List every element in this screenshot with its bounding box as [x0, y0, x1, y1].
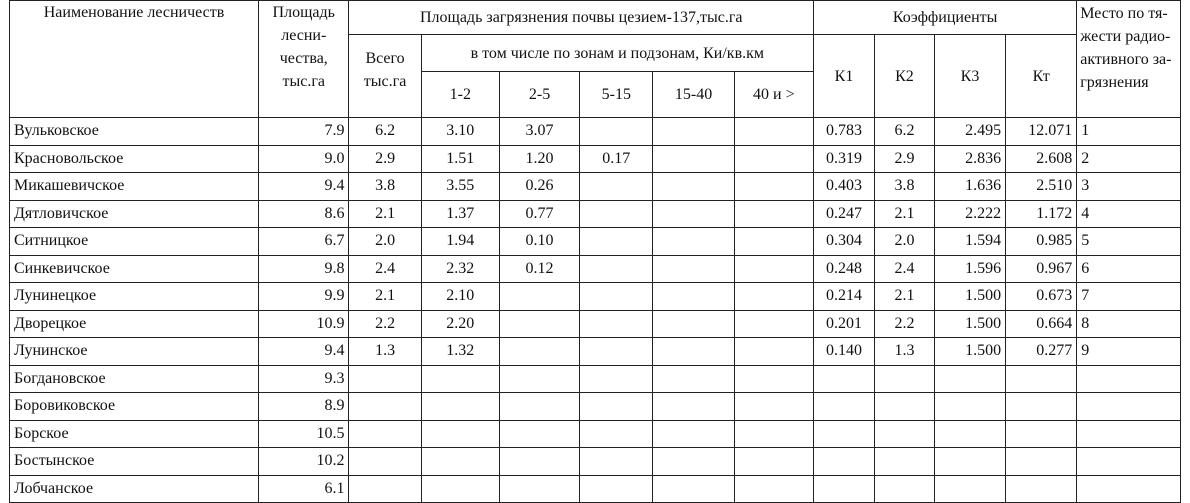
- table-row: [10, 228, 1181, 256]
- header-total-line: тыс.га: [363, 73, 407, 90]
- cell-k2: [874, 393, 934, 421]
- cell-k2: 1.3: [874, 338, 934, 366]
- header-k1: К1: [813, 35, 874, 118]
- cell-rank: 6: [1077, 255, 1181, 283]
- cell-k1: [813, 420, 874, 448]
- cell-zone-40-plus: [734, 173, 813, 201]
- cell-zone-40-plus: [734, 338, 813, 366]
- cell-k3: 2.495: [934, 118, 1005, 146]
- cell-rank: [1077, 420, 1181, 448]
- cell-name: Лунинецкое: [10, 283, 259, 311]
- cell-zone-2-5: [499, 420, 579, 448]
- header-zone-15-40: 15-40: [653, 72, 734, 118]
- cell-k2: [874, 420, 934, 448]
- header-rank: [1077, 1, 1181, 118]
- table-row: [10, 255, 1181, 283]
- cell-area: 6.7: [259, 228, 349, 256]
- cell-total: 2.9: [349, 145, 421, 173]
- cell-kt: [1006, 475, 1077, 503]
- cell-k3: 1.596: [934, 255, 1005, 283]
- cell-zone-5-15: [580, 228, 653, 256]
- cell-zone-40-plus: [734, 255, 813, 283]
- cell-area: 6.1: [259, 475, 349, 503]
- cell-kt: [1006, 393, 1077, 421]
- cell-zone-5-15: [580, 448, 653, 476]
- cell-name: Вульковское: [10, 118, 259, 146]
- header-kt: Кт: [1006, 35, 1077, 118]
- cell-k3: 1.500: [934, 310, 1005, 338]
- cell-zone-40-plus: [734, 118, 813, 146]
- cell-k1: [813, 393, 874, 421]
- cell-zone-5-15: [580, 255, 653, 283]
- cell-k1: 0.248: [813, 255, 874, 283]
- cell-zone-2-5: [499, 393, 579, 421]
- cell-k2: [874, 475, 934, 503]
- cell-rank: 9: [1077, 338, 1181, 366]
- cell-k3: 2.222: [934, 200, 1005, 228]
- header-coefficients: Коэффициенты: [813, 1, 1076, 35]
- table-row: [10, 420, 1181, 448]
- cell-zone-40-plus: [734, 310, 813, 338]
- cell-zone-5-15: 0.17: [580, 145, 653, 173]
- cell-k2: 2.0: [874, 228, 934, 256]
- cell-zone-2-5: 0.77: [499, 200, 579, 228]
- header-total: [349, 35, 421, 118]
- cell-zone-40-plus: [734, 365, 813, 393]
- cell-rank: [1077, 475, 1181, 503]
- cell-total: 2.1: [349, 283, 421, 311]
- cell-k2: 2.9: [874, 145, 934, 173]
- cell-name: Боровиковское: [10, 393, 259, 421]
- cell-k3: 1.500: [934, 338, 1005, 366]
- cell-zone-40-plus: [734, 283, 813, 311]
- cell-kt: 2.608: [1006, 145, 1077, 173]
- cell-zone-15-40: [653, 420, 734, 448]
- cell-k3: 1.636: [934, 173, 1005, 201]
- cell-k3: [934, 420, 1005, 448]
- cell-zone-1-2: 3.55: [421, 173, 499, 201]
- cell-zone-2-5: 3.07: [499, 118, 579, 146]
- cell-k1: [813, 448, 874, 476]
- cell-kt: 0.673: [1006, 283, 1077, 311]
- cell-k1: 0.304: [813, 228, 874, 256]
- cell-rank: [1077, 448, 1181, 476]
- header-area-line: лесни-: [281, 27, 327, 44]
- cell-k2: [874, 365, 934, 393]
- cell-k3: 2.836: [934, 145, 1005, 173]
- cell-k1: 0.247: [813, 200, 874, 228]
- cell-zone-15-40: [653, 393, 734, 421]
- table-row: [10, 145, 1181, 173]
- cell-zone-2-5: [499, 448, 579, 476]
- cell-k3: 1.500: [934, 283, 1005, 311]
- cell-zone-1-2: 1.94: [421, 228, 499, 256]
- cell-zone-40-plus: [734, 200, 813, 228]
- cell-k2: 2.4: [874, 255, 934, 283]
- cell-zone-15-40: [653, 228, 734, 256]
- cell-zone-1-2: 3.10: [421, 118, 499, 146]
- header-rank-line: Место по тя-: [1080, 5, 1168, 22]
- cell-k1: 0.783: [813, 118, 874, 146]
- cell-rank: 8: [1077, 310, 1181, 338]
- cell-k3: [934, 365, 1005, 393]
- cell-rank: 3: [1077, 173, 1181, 201]
- cell-zone-2-5: [499, 338, 579, 366]
- cell-zone-1-2: [421, 365, 499, 393]
- header-by-zones: в том числе по зонам и подзонам, Ки/кв.км: [421, 35, 813, 72]
- header-area-line: Площадь: [272, 4, 335, 21]
- header-area-line: тыс.га: [282, 73, 326, 90]
- cell-zone-15-40: [653, 283, 734, 311]
- cell-zone-5-15: [580, 200, 653, 228]
- cell-name: Синкевичское: [10, 255, 259, 283]
- cell-zone-15-40: [653, 118, 734, 146]
- cell-k1: [813, 365, 874, 393]
- cell-kt: 0.967: [1006, 255, 1077, 283]
- cell-area: 8.9: [259, 393, 349, 421]
- cell-kt: 0.985: [1006, 228, 1077, 256]
- cell-total: [349, 420, 421, 448]
- cell-zone-2-5: 0.12: [499, 255, 579, 283]
- cell-area: 9.4: [259, 173, 349, 201]
- cell-kt: 2.510: [1006, 173, 1077, 201]
- cell-zone-15-40: [653, 448, 734, 476]
- cell-zone-15-40: [653, 475, 734, 503]
- table-row: [10, 365, 1181, 393]
- cell-total: 6.2: [349, 118, 421, 146]
- cell-zone-40-plus: [734, 393, 813, 421]
- cell-zone-1-2: 1.51: [421, 145, 499, 173]
- cell-rank: 7: [1077, 283, 1181, 311]
- cell-zone-40-plus: [734, 420, 813, 448]
- cell-name: Ситницкое: [10, 228, 259, 256]
- cell-k3: [934, 475, 1005, 503]
- table-row: [10, 475, 1181, 503]
- cell-total: 3.8: [349, 173, 421, 201]
- cell-name: Бостынское: [10, 448, 259, 476]
- cell-zone-40-plus: [734, 228, 813, 256]
- cell-rank: [1077, 365, 1181, 393]
- header-rank-line: жести радио-: [1080, 28, 1171, 45]
- cell-zone-40-plus: [734, 448, 813, 476]
- header-forestry-name: Наименование лесничеств: [10, 1, 259, 118]
- cell-rank: 1: [1077, 118, 1181, 146]
- table-body: [10, 118, 1181, 503]
- header-area-line: чества,: [279, 50, 328, 67]
- cell-name: Дятловичское: [10, 200, 259, 228]
- cell-zone-1-2: 1.32: [421, 338, 499, 366]
- header-zone-5-15: 5-15: [580, 72, 653, 118]
- cell-k2: 2.1: [874, 200, 934, 228]
- cell-total: [349, 448, 421, 476]
- cell-area: 9.9: [259, 283, 349, 311]
- cell-zone-1-2: [421, 475, 499, 503]
- table-row: [10, 393, 1181, 421]
- cell-kt: [1006, 420, 1077, 448]
- cell-zone-5-15: [580, 420, 653, 448]
- header-k2: К2: [874, 35, 934, 118]
- header-zone-1-2: 1-2: [421, 72, 499, 118]
- table-row: [10, 200, 1181, 228]
- cell-k2: 3.8: [874, 173, 934, 201]
- cell-zone-5-15: [580, 173, 653, 201]
- cell-name: Красновольское: [10, 145, 259, 173]
- table-row: [10, 283, 1181, 311]
- cell-zone-5-15: [580, 338, 653, 366]
- header-forestry-area: [259, 1, 349, 118]
- cell-zone-2-5: 1.20: [499, 145, 579, 173]
- cell-total: [349, 475, 421, 503]
- cell-kt: [1006, 448, 1077, 476]
- cell-zone-5-15: [580, 393, 653, 421]
- cell-zone-40-plus: [734, 475, 813, 503]
- cell-zone-15-40: [653, 173, 734, 201]
- cell-zone-15-40: [653, 310, 734, 338]
- cell-zone-1-2: [421, 448, 499, 476]
- header-zone-2-5: 2-5: [499, 72, 579, 118]
- header-total-line: Всего: [365, 50, 405, 67]
- cell-rank: 2: [1077, 145, 1181, 173]
- cell-kt: 12.071: [1006, 118, 1077, 146]
- cell-zone-40-plus: [734, 145, 813, 173]
- cell-total: 2.4: [349, 255, 421, 283]
- table-row: [10, 448, 1181, 476]
- cell-zone-5-15: [580, 475, 653, 503]
- cell-total: 2.2: [349, 310, 421, 338]
- cell-kt: 0.664: [1006, 310, 1077, 338]
- cell-name: Богдановское: [10, 365, 259, 393]
- cell-k1: 0.201: [813, 310, 874, 338]
- cell-k2: 6.2: [874, 118, 934, 146]
- cell-k3: [934, 448, 1005, 476]
- cell-zone-5-15: [580, 283, 653, 311]
- cell-name: Микашевичское: [10, 173, 259, 201]
- table-row: [10, 310, 1181, 338]
- cell-zone-15-40: [653, 255, 734, 283]
- cell-k1: 0.214: [813, 283, 874, 311]
- cell-k1: 0.140: [813, 338, 874, 366]
- cell-area: 9.8: [259, 255, 349, 283]
- cell-area: 7.9: [259, 118, 349, 146]
- cell-rank: 4: [1077, 200, 1181, 228]
- cell-k2: 2.1: [874, 283, 934, 311]
- cell-k2: 2.2: [874, 310, 934, 338]
- table-row: [10, 338, 1181, 366]
- cell-zone-2-5: [499, 475, 579, 503]
- cell-area: 10.9: [259, 310, 349, 338]
- cell-zone-15-40: [653, 338, 734, 366]
- cell-zone-2-5: [499, 365, 579, 393]
- cell-k3: [934, 393, 1005, 421]
- cell-kt: 0.277: [1006, 338, 1077, 366]
- cell-zone-2-5: 0.26: [499, 173, 579, 201]
- cell-zone-2-5: [499, 310, 579, 338]
- table-header: [10, 1, 1181, 118]
- forestry-contamination-table: [9, 0, 1181, 503]
- cell-zone-15-40: [653, 200, 734, 228]
- cell-zone-2-5: 0.10: [499, 228, 579, 256]
- cell-zone-1-2: 1.37: [421, 200, 499, 228]
- cell-total: 2.1: [349, 200, 421, 228]
- cell-area: 9.4: [259, 338, 349, 366]
- cell-total: 1.3: [349, 338, 421, 366]
- header-zone-40-plus: 40 и >: [734, 72, 813, 118]
- cell-zone-15-40: [653, 145, 734, 173]
- cell-name: Лунинское: [10, 338, 259, 366]
- cell-zone-1-2: [421, 420, 499, 448]
- cell-name: Лобчанское: [10, 475, 259, 503]
- cell-kt: [1006, 365, 1077, 393]
- cell-k1: 0.319: [813, 145, 874, 173]
- cell-name: Дворецкое: [10, 310, 259, 338]
- cell-zone-5-15: [580, 118, 653, 146]
- cell-zone-2-5: [499, 283, 579, 311]
- cell-total: 2.0: [349, 228, 421, 256]
- cell-total: [349, 393, 421, 421]
- cell-zone-5-15: [580, 365, 653, 393]
- cell-total: [349, 365, 421, 393]
- cell-k2: [874, 448, 934, 476]
- cell-rank: [1077, 393, 1181, 421]
- header-contamination-area: Площадь загрязнения почвы цезием-137,тыс.га: [349, 1, 814, 35]
- cell-area: 8.6: [259, 200, 349, 228]
- cell-zone-1-2: [421, 393, 499, 421]
- cell-zone-1-2: 2.32: [421, 255, 499, 283]
- table-row: [10, 173, 1181, 201]
- cell-rank: 5: [1077, 228, 1181, 256]
- header-rank-line: грязнения: [1080, 74, 1149, 91]
- header-rank-line: активного за-: [1080, 51, 1172, 68]
- header-k3: К3: [934, 35, 1005, 118]
- cell-area: 10.5: [259, 420, 349, 448]
- cell-k1: 0.403: [813, 173, 874, 201]
- cell-area: 9.3: [259, 365, 349, 393]
- cell-area: 9.0: [259, 145, 349, 173]
- cell-name: Борское: [10, 420, 259, 448]
- cell-zone-15-40: [653, 365, 734, 393]
- cell-area: 10.2: [259, 448, 349, 476]
- table-row: [10, 118, 1181, 146]
- cell-k1: [813, 475, 874, 503]
- cell-kt: 1.172: [1006, 200, 1077, 228]
- cell-zone-1-2: 2.20: [421, 310, 499, 338]
- cell-zone-5-15: [580, 310, 653, 338]
- cell-zone-1-2: 2.10: [421, 283, 499, 311]
- cell-k3: 1.594: [934, 228, 1005, 256]
